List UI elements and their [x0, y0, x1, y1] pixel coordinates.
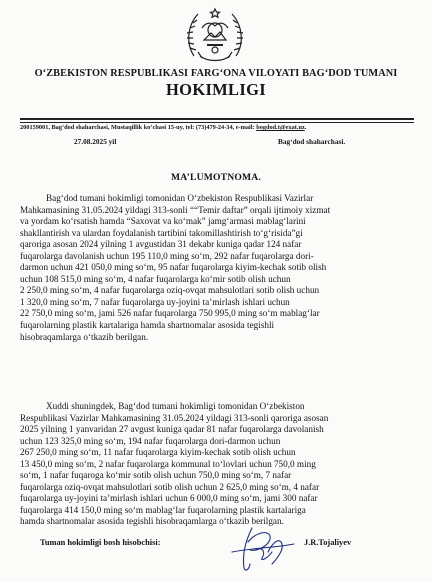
contact-line [20, 124, 414, 131]
paragraph-line: darmon uchun 421 050,0 ming so‘m, 95 nafar fuqarolarga kiyim-kechak sotib olish [20, 262, 327, 273]
document-title: MA’LUMOTNOMA. [170, 172, 262, 183]
paragraph-line: hamda shartnomalar asosida tegishli hisobraqamlarga o‘tkazib berilgan. [20, 516, 284, 527]
paragraph-line: Respublikasi Vazirlar Mahkamasining 31.05.2024 yildagi 313-sonli qaroriga asosan [20, 412, 329, 423]
signatory-title: Tuman hokimligi bosh hisobchisi: [40, 538, 161, 547]
contact-tail: . [304, 124, 307, 131]
contact-address: 200159001, Bag‘dod shaharchasi, Mustaqillik ko‘chasi 15-uy, tel: (73)479-24-34, e-mail: [20, 124, 257, 131]
paragraph-line: 22 750,0 ming so‘m, jami 526 nafar fuqarolarga 750 995,0 ming so‘m mablag‘lar [20, 308, 320, 319]
paragraph-1 [20, 193, 412, 343]
paragraph-line: 13 450,0 ming so‘m, 2 nafar fuqarolarga kommunal to‘lovlari uchun 750,0 ming [20, 458, 316, 469]
email-link[interactable]: bogdod.t@exat.uz [256, 124, 305, 131]
document-date: 27.08.2025 yil [74, 137, 117, 146]
paragraph-line: 267 250,0 ming so‘m, 11 nafar fuqarolarga kiyim-kechak sotib olish uchun [20, 447, 296, 458]
paragraph-2 [20, 401, 412, 528]
coat-of-arms-emblem [184, 6, 246, 64]
paragraph-line: qaroriga asosan 2024 yilning 1 avgustidan 31 dekabr kuniga qadar 124 nafar [20, 239, 302, 250]
paragraph-line: uchun 123 325,0 ming so‘m, 194 nafar fuqarolarga dori-darmon uchun [20, 435, 281, 446]
paragraph-line: fuqarolarga 414 150,0 ming so‘m mablag‘lar fuqarolarning plastik kartalariga [20, 504, 306, 515]
header-divider-thin [20, 122, 414, 123]
paragraph-line: Bag‘dod tumani hokimligi tomonidan O‘zbekiston Respublikasi Vazirlar [46, 193, 314, 203]
paragraph-line: 1 320,0 ming so‘m, 7 nafar fuqarolarga uy-joyini ta’mirlash ishlari uchun [20, 296, 290, 307]
paragraph-line: fuqarolarga uy-joyini ta’mirlash ishlari uchun 6 000,0 ming so‘m, jami 300 nafar [20, 493, 318, 504]
paragraph-line: Xuddi shuningdek, Bag‘dod tumani hokimligi tomonidan O‘zbekiston [46, 401, 305, 411]
paragraph-line: va yordam ko‘rsatish hamda “Saxovat va ko‘mak” jamg‘armasi mablag‘larini [20, 216, 306, 227]
paragraph-line: Mahkamasining 31.05.2024 yildagi 313-sonli ““Temir daftar” orqali ijtimoiy xizmat [20, 204, 331, 215]
organization-name: O‘ZBEKISTON RESPUBLIKASI FARG‘ONA VILOYATI BAG‘DOD TUMANI [34, 68, 398, 79]
signatory-name: J.R.Tojaliyev [304, 538, 352, 547]
paragraph-line: shakllantirish va ulardan foydalanish tartibini takomillashtirish to‘g‘risida”gi [20, 227, 303, 238]
document-place: Bag‘dod shaharchasi. [278, 137, 346, 146]
paragraph-line: fuqarolarga oziq-ovqat mahsulotlari sotib olish uchun 2 625,0 ming so‘m, 4 nafar [20, 481, 320, 492]
paragraph-line: hisobraqamlarga o‘tkazib berilgan. [20, 331, 149, 342]
paragraph-line: so‘m, 1 nafar fuqaroga ko‘mir sotib olish uchun 750,0 ming so‘m, 7 nafar [20, 470, 292, 481]
paragraph-line: uchun 108 515,0 ming so‘m, 4 nafar fuqarolarga ko‘mir sotib olish uchun [20, 273, 291, 284]
handwritten-signature [222, 522, 308, 574]
organization-name-line2: HOKIMLIGI [166, 80, 266, 99]
paragraph-line: fuqarolarga davolanish uchun 195 110,0 ming so‘m, 292 nafar fuqarolarga dori- [20, 250, 314, 261]
paragraph-line: 2025 yilning 1 yanvaridan 27 avgust kuniga qadar 81 nafar fuqarolarga davolanish [20, 424, 324, 435]
paragraph-line: 2 250,0 ming so‘m, 4 nafar fuqarolarga oziq-ovqat mahsulotlari sotib olish uchun [20, 285, 320, 296]
paragraph-line: fuqarolarning plastik kartalariga hamda shartnomalar asosida tegishli [20, 320, 275, 331]
header-divider-thick [20, 118, 414, 120]
